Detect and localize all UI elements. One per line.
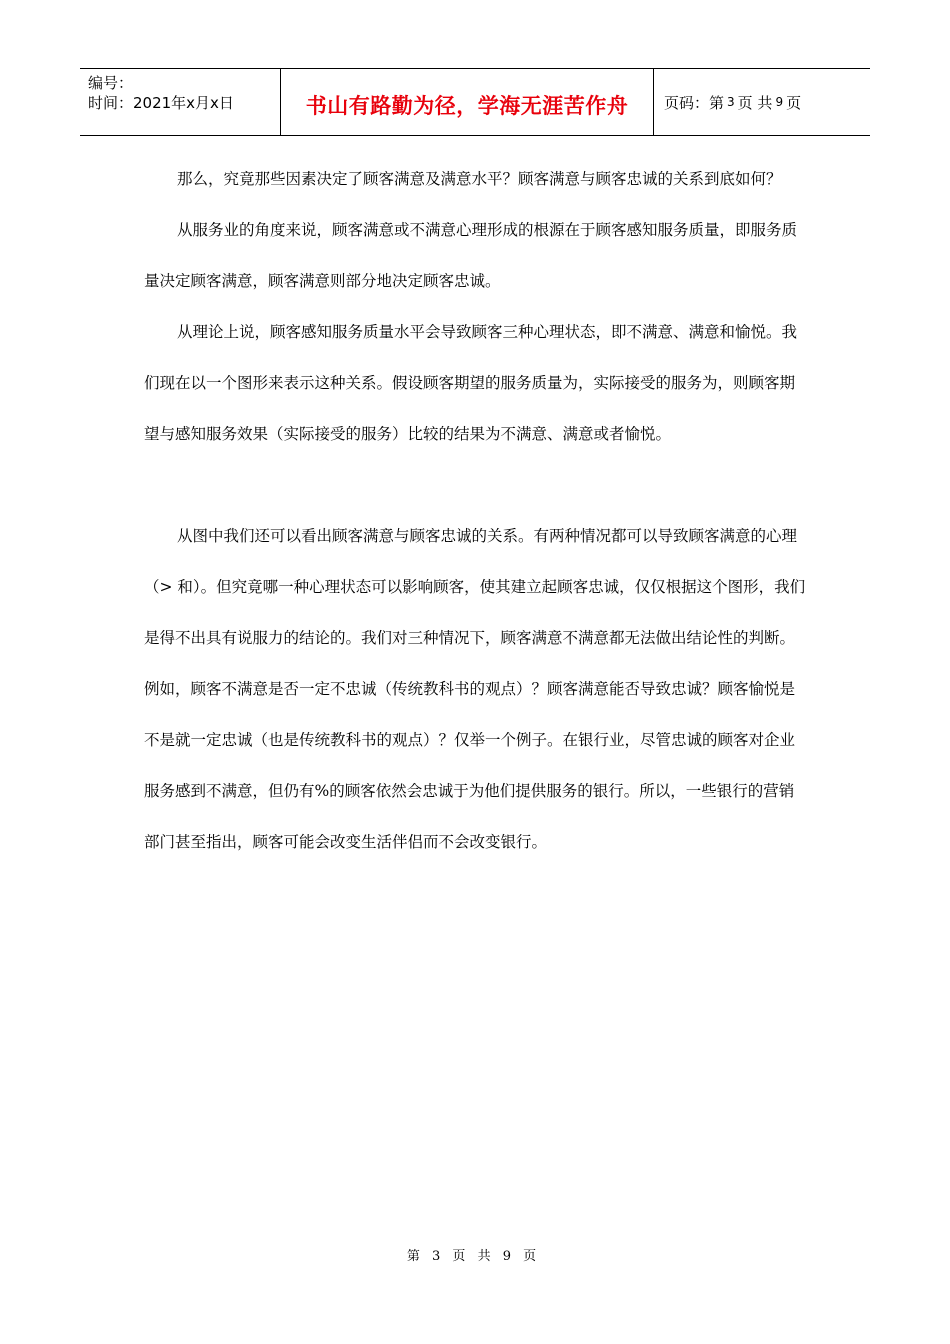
page-mid: 页 共 xyxy=(737,93,773,112)
time-label: 时间：2021年x月x日 xyxy=(88,94,234,112)
page-prefix: 页码：第 xyxy=(664,93,725,112)
header-page-cell xyxy=(654,69,870,135)
header-motto-cell xyxy=(281,69,654,135)
page-total: 9 xyxy=(775,95,784,109)
paragraph: 从理论上说，顾客感知服务质量水平会导致顾客三种心理状态，即不满意、满意和愉悦。我们现在以一个图形来表示这种关系。假设顾客期望的服务质量为，实际接受的服务为，则顾客期望与感知服务效果（实际接受的服务）比较的结果为不满意、满意或者愉悦。 xyxy=(144,323,798,443)
paragraph: 那么，究竟那些因素决定了顾客满意及满意水平？顾客满意与顾客忠诚的关系到底如何？ xyxy=(177,170,782,188)
code-label: 编号： xyxy=(88,74,134,92)
footer-mid2: 共 xyxy=(477,1249,492,1264)
footer-current: 3 xyxy=(431,1249,442,1264)
page-current: 3 xyxy=(727,95,735,109)
footer-mid1: 页 xyxy=(452,1249,467,1264)
page-suffix: 页 xyxy=(786,93,802,112)
paragraph: 从服务业的角度来说，顾客满意或不满意心理形成的根源在于顾客感知服务质量，即服务质量决定顾客满意，顾客满意则部分地决定顾客忠诚。 xyxy=(144,221,798,290)
motto: 书山有路勤为径，学海无涯苦作舟 xyxy=(305,94,629,118)
document-header xyxy=(80,68,870,136)
document-body xyxy=(144,154,806,868)
footer-prefix: 第 xyxy=(406,1249,421,1264)
header-meta-cell xyxy=(80,69,281,135)
page-footer xyxy=(0,1245,950,1264)
figure-gap xyxy=(144,460,806,511)
footer-total: 9 xyxy=(502,1249,512,1264)
footer-suffix: 页 xyxy=(523,1249,538,1264)
paragraph: 从图中我们还可以看出顾客满意与顾客忠诚的关系。有两种情况都可以导致顾客满意的心理（> 和）。但究竟哪一种心理状态可以影响顾客，使其建立起顾客忠诚，仅仅根据这个图形，我们是得不出具有说服力的结论的。我们对三种情况下，顾客满意不满意都无法做出结论性的判断。例如，顾客不满意是否一定不忠诚（传统教科书的观点）？顾客满意能否导致忠诚？顾客愉悦是不是就一定忠诚（也是传统教科书的观点）？仅举一个例子。在银行业，尽管忠诚的顾客对企业服务感到不满意，但仍有%的顾客依然会忠诚于为他们提供服务的银行。所以，一些银行的营销部门甚至指出，顾客可能会改变生活伴侣而不会改变银行。 xyxy=(144,527,806,851)
